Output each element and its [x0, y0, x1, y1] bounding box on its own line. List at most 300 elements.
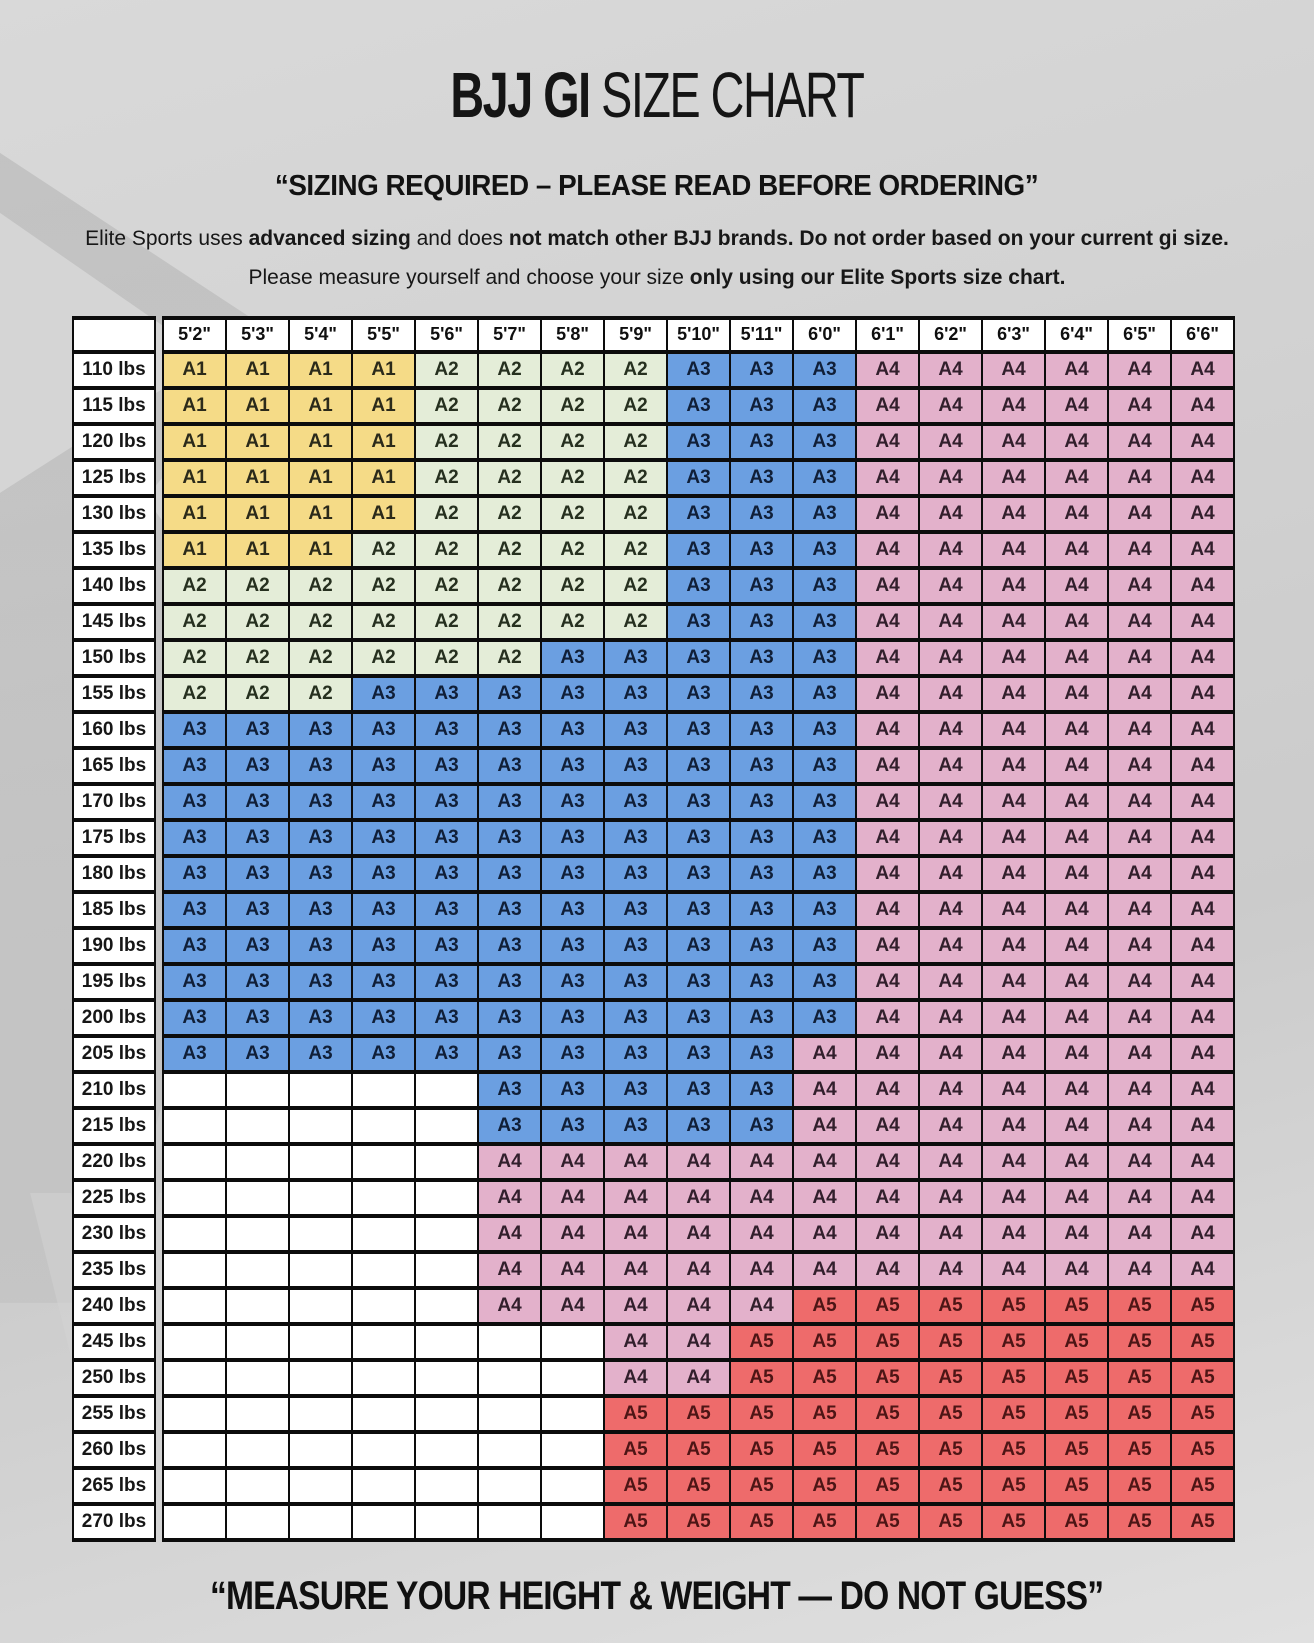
size-cell-a4: A4 [793, 1144, 856, 1180]
size-cell-a4: A4 [919, 676, 982, 712]
size-cell-a2: A2 [604, 424, 667, 460]
size-cell-a4: A4 [982, 1036, 1045, 1072]
size-cell-a4: A4 [982, 640, 1045, 676]
size-cell-a4: A4 [982, 1144, 1045, 1180]
size-cell-a4: A4 [1108, 712, 1171, 748]
size-cell-a4: A4 [982, 892, 1045, 928]
size-cell-a4: A4 [919, 712, 982, 748]
size-cell-empty [541, 1468, 604, 1504]
size-cell-a4: A4 [982, 712, 1045, 748]
size-cell-a2: A2 [478, 496, 541, 532]
size-cell-a4: A4 [1108, 820, 1171, 856]
size-cell-a4: A4 [1045, 388, 1108, 424]
size-cell-a3: A3 [478, 964, 541, 1000]
size-cell-a4: A4 [1045, 568, 1108, 604]
size-cell-a5: A5 [1045, 1360, 1108, 1396]
size-cell-a2: A2 [478, 424, 541, 460]
size-cell-a1: A1 [163, 460, 226, 496]
size-cell-empty [541, 1432, 604, 1468]
size-cell-a4: A4 [1171, 964, 1234, 1000]
size-cell-empty [163, 1360, 226, 1396]
size-cell-a3: A3 [163, 892, 226, 928]
size-cell-a3: A3 [604, 676, 667, 712]
size-cell-empty [478, 1504, 541, 1540]
size-cell-a4: A4 [1045, 604, 1108, 640]
size-cell-a3: A3 [541, 928, 604, 964]
size-cell-a5: A5 [856, 1468, 919, 1504]
size-cell-a4: A4 [982, 388, 1045, 424]
size-cell-a1: A1 [352, 496, 415, 532]
size-cell-a3: A3 [793, 964, 856, 1000]
size-cell-a2: A2 [604, 496, 667, 532]
size-cell-a4: A4 [793, 1180, 856, 1216]
size-cell-a5: A5 [730, 1360, 793, 1396]
size-cell-a2: A2 [604, 388, 667, 424]
size-cell-a4: A4 [1108, 748, 1171, 784]
size-cell-empty [415, 1252, 478, 1288]
size-cell-a4: A4 [856, 712, 919, 748]
size-cell-a4: A4 [856, 748, 919, 784]
size-cell-a4: A4 [730, 1288, 793, 1324]
weight-label: 130 lbs [73, 496, 155, 532]
size-cell-a4: A4 [478, 1144, 541, 1180]
size-cell-a3: A3 [730, 424, 793, 460]
size-cell-a4: A4 [1045, 352, 1108, 388]
size-cell-a4: A4 [541, 1252, 604, 1288]
size-cell-a3: A3 [415, 748, 478, 784]
size-cell-a5: A5 [919, 1396, 982, 1432]
size-cell-empty [226, 1360, 289, 1396]
size-cell-empty [352, 1468, 415, 1504]
weight-label: 160 lbs [73, 712, 155, 748]
size-cell-a4: A4 [856, 1000, 919, 1036]
size-cell-a4: A4 [982, 928, 1045, 964]
size-cell-a4: A4 [1171, 820, 1234, 856]
size-cell-a4: A4 [919, 1108, 982, 1144]
size-cell-a4: A4 [1045, 676, 1108, 712]
size-cell-a4: A4 [1171, 1216, 1234, 1252]
height-header: 5'3" [226, 318, 289, 352]
weight-label: 215 lbs [73, 1108, 155, 1144]
size-cell-a4: A4 [1108, 856, 1171, 892]
size-cell-a5: A5 [982, 1468, 1045, 1504]
size-cell-empty [289, 1144, 352, 1180]
size-cell-a3: A3 [793, 352, 856, 388]
size-cell-a4: A4 [1045, 1000, 1108, 1036]
size-cell-a3: A3 [163, 1036, 226, 1072]
size-cell-a5: A5 [1171, 1468, 1234, 1504]
size-cell-a4: A4 [1108, 352, 1171, 388]
size-cell-a4: A4 [730, 1144, 793, 1180]
size-cell-a5: A5 [667, 1432, 730, 1468]
size-cell-a3: A3 [730, 964, 793, 1000]
size-cell-a4: A4 [919, 892, 982, 928]
size-cell-a4: A4 [1045, 856, 1108, 892]
size-cell-a2: A2 [478, 460, 541, 496]
size-cell-a3: A3 [541, 748, 604, 784]
size-cell-a3: A3 [730, 568, 793, 604]
size-cell-a5: A5 [982, 1360, 1045, 1396]
size-cell-a3: A3 [604, 712, 667, 748]
size-cell-a3: A3 [730, 1036, 793, 1072]
size-cell-a4: A4 [1171, 1252, 1234, 1288]
size-cell-a2: A2 [163, 604, 226, 640]
size-cell-a5: A5 [1045, 1288, 1108, 1324]
size-cell-a4: A4 [478, 1252, 541, 1288]
size-cell-a3: A3 [163, 1000, 226, 1036]
size-cell-empty [478, 1324, 541, 1360]
size-cell-a4: A4 [667, 1144, 730, 1180]
size-cell-a4: A4 [1171, 748, 1234, 784]
size-cell-a4: A4 [919, 1216, 982, 1252]
size-cell-a1: A1 [289, 388, 352, 424]
size-cell-empty [163, 1252, 226, 1288]
size-cell-empty [163, 1108, 226, 1144]
size-cell-a5: A5 [730, 1432, 793, 1468]
weight-label: 270 lbs [73, 1504, 155, 1540]
size-cell-a4: A4 [856, 1252, 919, 1288]
size-cell-a5: A5 [667, 1504, 730, 1540]
height-header: 5'8" [541, 318, 604, 352]
size-cell-a3: A3 [604, 640, 667, 676]
size-cell-a3: A3 [667, 820, 730, 856]
size-cell-a3: A3 [730, 460, 793, 496]
size-cell-a3: A3 [415, 892, 478, 928]
size-cell-a5: A5 [604, 1504, 667, 1540]
size-cell-a3: A3 [289, 1000, 352, 1036]
size-chart-table [72, 316, 1314, 1542]
size-cell-a4: A4 [667, 1324, 730, 1360]
size-cell-a1: A1 [163, 424, 226, 460]
size-cell-a3: A3 [730, 1072, 793, 1108]
size-cell-a1: A1 [352, 388, 415, 424]
size-cell-empty [163, 1432, 226, 1468]
size-cell-a5: A5 [793, 1360, 856, 1396]
size-cell-a3: A3 [289, 892, 352, 928]
size-cell-a4: A4 [1108, 532, 1171, 568]
size-cell-a5: A5 [856, 1396, 919, 1432]
size-cell-a2: A2 [226, 676, 289, 712]
size-cell-a5: A5 [604, 1468, 667, 1504]
height-header: 5'7" [478, 318, 541, 352]
size-cell-a4: A4 [982, 352, 1045, 388]
size-cell-a3: A3 [352, 676, 415, 712]
size-cell-a1: A1 [352, 424, 415, 460]
size-cell-empty [289, 1432, 352, 1468]
size-cell-empty [352, 1180, 415, 1216]
size-cell-a4: A4 [793, 1252, 856, 1288]
height-header: 5'11" [730, 318, 793, 352]
size-cell-a4: A4 [1108, 1036, 1171, 1072]
size-cell-a3: A3 [415, 964, 478, 1000]
size-cell-a4: A4 [793, 1108, 856, 1144]
size-cell-a5: A5 [1171, 1504, 1234, 1540]
size-cell-a5: A5 [604, 1432, 667, 1468]
size-cell-a5: A5 [856, 1324, 919, 1360]
size-cell-a5: A5 [982, 1324, 1045, 1360]
size-cell-a2: A2 [226, 604, 289, 640]
size-cell-a4: A4 [604, 1144, 667, 1180]
size-cell-a3: A3 [352, 892, 415, 928]
size-cell-empty [226, 1180, 289, 1216]
size-cell-empty [415, 1504, 478, 1540]
size-cell-empty [226, 1504, 289, 1540]
size-cell-a3: A3 [226, 964, 289, 1000]
size-cell-empty [415, 1144, 478, 1180]
size-cell-a4: A4 [478, 1180, 541, 1216]
size-cell-a4: A4 [1045, 820, 1108, 856]
size-cell-a5: A5 [1171, 1360, 1234, 1396]
weight-label: 265 lbs [73, 1468, 155, 1504]
size-cell-a2: A2 [541, 388, 604, 424]
size-cell-a4: A4 [1108, 964, 1171, 1000]
size-cell-a3: A3 [604, 964, 667, 1000]
size-cell-a2: A2 [541, 352, 604, 388]
size-cell-a4: A4 [856, 964, 919, 1000]
size-cell-empty [289, 1216, 352, 1252]
size-cell-a4: A4 [730, 1180, 793, 1216]
size-cell-empty [541, 1324, 604, 1360]
size-cell-a3: A3 [352, 928, 415, 964]
weight-label: 185 lbs [73, 892, 155, 928]
size-cell-empty [226, 1108, 289, 1144]
size-cell-a5: A5 [730, 1504, 793, 1540]
size-cell-a3: A3 [793, 568, 856, 604]
size-cell-a4: A4 [1045, 892, 1108, 928]
size-cell-a4: A4 [856, 1036, 919, 1072]
size-cell-a4: A4 [1171, 424, 1234, 460]
size-cell-a4: A4 [982, 604, 1045, 640]
size-cell-empty [352, 1360, 415, 1396]
size-cell-empty [163, 1180, 226, 1216]
size-cell-a2: A2 [226, 640, 289, 676]
size-cell-a4: A4 [856, 604, 919, 640]
size-cell-a4: A4 [856, 1072, 919, 1108]
size-cell-a4: A4 [856, 532, 919, 568]
size-cell-empty [415, 1324, 478, 1360]
size-cell-a5: A5 [856, 1504, 919, 1540]
size-cell-a2: A2 [415, 460, 478, 496]
size-cell-a4: A4 [1108, 460, 1171, 496]
size-cell-a4: A4 [919, 568, 982, 604]
size-cell-a3: A3 [730, 388, 793, 424]
size-cell-a4: A4 [982, 1252, 1045, 1288]
size-cell-a3: A3 [541, 640, 604, 676]
size-cell-a3: A3 [667, 424, 730, 460]
weight-label: 190 lbs [73, 928, 155, 964]
size-cell-a3: A3 [352, 784, 415, 820]
size-cell-a3: A3 [730, 1000, 793, 1036]
weight-label: 170 lbs [73, 784, 155, 820]
size-cell-a3: A3 [226, 784, 289, 820]
size-cell-empty [478, 1432, 541, 1468]
description-line-2 [0, 266, 1314, 290]
size-cell-a4: A4 [982, 496, 1045, 532]
footer-warning-text: “MEASURE YOUR HEIGHT & WEIGHT — DO NOT GUESS” [210, 1573, 1104, 1618]
size-cell-a3: A3 [730, 856, 793, 892]
size-cell-a4: A4 [919, 1180, 982, 1216]
size-cell-a4: A4 [982, 748, 1045, 784]
size-cell-a4: A4 [1045, 496, 1108, 532]
size-cell-empty [163, 1468, 226, 1504]
height-header: 6'3" [982, 318, 1045, 352]
size-cell-a4: A4 [1045, 460, 1108, 496]
weight-label: 250 lbs [73, 1360, 155, 1396]
weight-label: 240 lbs [73, 1288, 155, 1324]
size-cell-a4: A4 [856, 928, 919, 964]
size-cell-a4: A4 [856, 1216, 919, 1252]
size-cell-a2: A2 [541, 532, 604, 568]
size-cell-empty [415, 1072, 478, 1108]
size-cell-empty [226, 1324, 289, 1360]
size-cell-a2: A2 [289, 640, 352, 676]
size-cell-a3: A3 [667, 928, 730, 964]
size-cell-a4: A4 [856, 424, 919, 460]
size-cell-a5: A5 [1108, 1432, 1171, 1468]
size-cell-empty [289, 1252, 352, 1288]
size-cell-a3: A3 [793, 388, 856, 424]
size-cell-a3: A3 [667, 460, 730, 496]
size-cell-a2: A2 [415, 604, 478, 640]
weight-label: 210 lbs [73, 1072, 155, 1108]
size-cell-a4: A4 [982, 1108, 1045, 1144]
size-cell-a1: A1 [226, 352, 289, 388]
size-cell-empty [226, 1396, 289, 1432]
size-cell-a3: A3 [667, 1000, 730, 1036]
size-cell-a3: A3 [478, 1072, 541, 1108]
size-cell-a4: A4 [1108, 424, 1171, 460]
size-cell-a3: A3 [163, 748, 226, 784]
size-cell-a4: A4 [604, 1252, 667, 1288]
height-header: 5'4" [289, 318, 352, 352]
size-cell-a2: A2 [478, 604, 541, 640]
size-cell-a3: A3 [478, 1108, 541, 1144]
size-cell-empty [289, 1396, 352, 1432]
size-cell-a3: A3 [667, 388, 730, 424]
size-cell-a4: A4 [856, 1108, 919, 1144]
size-cell-a3: A3 [730, 712, 793, 748]
weight-label: 120 lbs [73, 424, 155, 460]
size-cell-a4: A4 [982, 1180, 1045, 1216]
size-cell-a3: A3 [667, 1072, 730, 1108]
size-cell-a3: A3 [289, 856, 352, 892]
size-cell-a3: A3 [289, 1036, 352, 1072]
size-cell-a3: A3 [604, 892, 667, 928]
size-cell-a3: A3 [730, 532, 793, 568]
size-cell-empty [226, 1288, 289, 1324]
size-cell-a3: A3 [163, 712, 226, 748]
size-cell-a5: A5 [1045, 1432, 1108, 1468]
size-cell-a4: A4 [1171, 1144, 1234, 1180]
size-cell-a5: A5 [856, 1432, 919, 1468]
size-cell-a4: A4 [1171, 532, 1234, 568]
size-cell-a3: A3 [226, 1000, 289, 1036]
height-header: 6'5" [1108, 318, 1171, 352]
size-cell-a1: A1 [352, 460, 415, 496]
size-cell-empty [226, 1072, 289, 1108]
weight-label: 205 lbs [73, 1036, 155, 1072]
size-cell-a5: A5 [1045, 1324, 1108, 1360]
size-cell-a3: A3 [289, 928, 352, 964]
size-cell-a3: A3 [730, 352, 793, 388]
size-cell-empty [163, 1396, 226, 1432]
size-cell-empty [289, 1288, 352, 1324]
page-title-text [450, 58, 864, 131]
size-cell-empty [478, 1468, 541, 1504]
size-cell-a3: A3 [478, 1000, 541, 1036]
size-cell-a2: A2 [352, 640, 415, 676]
size-cell-a4: A4 [1108, 1144, 1171, 1180]
size-cell-a4: A4 [856, 1144, 919, 1180]
size-cell-a3: A3 [667, 496, 730, 532]
size-cell-a3: A3 [415, 820, 478, 856]
size-cell-a5: A5 [919, 1432, 982, 1468]
size-cell-a1: A1 [289, 460, 352, 496]
size-cell-a3: A3 [478, 676, 541, 712]
text-segment: Please measure yourself and choose your size [248, 265, 690, 289]
weight-label: 260 lbs [73, 1432, 155, 1468]
size-cell-a1: A1 [163, 388, 226, 424]
size-cell-a5: A5 [856, 1360, 919, 1396]
size-cell-a3: A3 [226, 748, 289, 784]
size-cell-a3: A3 [604, 748, 667, 784]
size-cell-a4: A4 [1045, 424, 1108, 460]
size-cell-a4: A4 [667, 1252, 730, 1288]
size-cell-a4: A4 [982, 964, 1045, 1000]
size-cell-a5: A5 [1108, 1504, 1171, 1540]
size-cell-a2: A2 [289, 604, 352, 640]
size-cell-a5: A5 [982, 1432, 1045, 1468]
size-cell-a4: A4 [1171, 1036, 1234, 1072]
description-line-1 [0, 227, 1314, 251]
size-cell-empty [415, 1108, 478, 1144]
size-cell-a4: A4 [1171, 1000, 1234, 1036]
size-cell-a3: A3 [793, 496, 856, 532]
size-cell-a5: A5 [1171, 1432, 1234, 1468]
size-cell-a4: A4 [1045, 748, 1108, 784]
size-cell-a2: A2 [478, 640, 541, 676]
size-cell-a2: A2 [352, 604, 415, 640]
size-cell-a5: A5 [919, 1360, 982, 1396]
size-cell-a3: A3 [226, 820, 289, 856]
weight-label: 230 lbs [73, 1216, 155, 1252]
size-cell-a4: A4 [1108, 604, 1171, 640]
size-cell-a3: A3 [163, 928, 226, 964]
page-title-brand-part: BJJ GI [450, 58, 590, 131]
size-cell-a4: A4 [1171, 1180, 1234, 1216]
size-cell-empty [415, 1396, 478, 1432]
size-cell-a3: A3 [604, 1072, 667, 1108]
size-cell-a3: A3 [667, 640, 730, 676]
size-cell-a2: A2 [163, 640, 226, 676]
size-cell-a1: A1 [226, 532, 289, 568]
size-cell-a5: A5 [856, 1288, 919, 1324]
size-cell-a3: A3 [793, 748, 856, 784]
size-cell-a5: A5 [1108, 1360, 1171, 1396]
size-cell-a2: A2 [415, 424, 478, 460]
size-cell-a3: A3 [163, 820, 226, 856]
size-cell-a4: A4 [856, 820, 919, 856]
height-header: 6'4" [1045, 318, 1108, 352]
size-cell-a3: A3 [793, 892, 856, 928]
size-chart-page [0, 43, 1314, 1618]
size-cell-a3: A3 [793, 460, 856, 496]
size-cell-a4: A4 [541, 1216, 604, 1252]
weight-label: 220 lbs [73, 1144, 155, 1180]
size-cell-a3: A3 [730, 748, 793, 784]
size-cell-a4: A4 [1045, 1252, 1108, 1288]
size-cell-a5: A5 [982, 1504, 1045, 1540]
